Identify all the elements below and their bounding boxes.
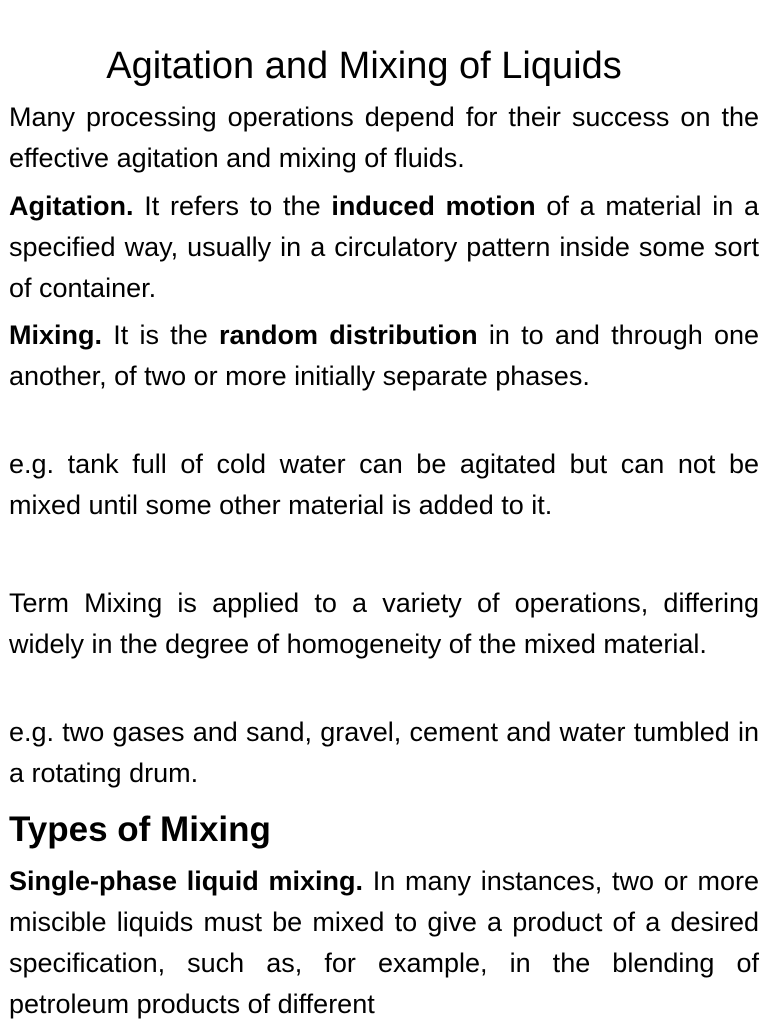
intro-paragraph: Many processing operations depend for their success on the effective agitation and mixing of fluids.: [9, 102, 759, 173]
page-title: Agitation and Mixing of Liquids: [106, 45, 622, 87]
agitation-term: Agitation.: [9, 191, 134, 221]
term-mixing-paragraph: Term Mixing is applied to a variety of operations, differing widely in the degree of homogeneity of the mixed material.: [9, 588, 759, 659]
agitation-text-before: It refers to the: [133, 191, 332, 221]
single-phase-paragraph: [9, 861, 759, 1024]
example-paragraph-1: e.g. tank full of cold water can be agitated but can not be mixed until some other material is added to it.: [9, 449, 759, 520]
agitation-text-after: of a material in a specified way, usually in a circulatory pattern inside some sort of container.: [9, 191, 760, 303]
mixing-emphasis: random distribution: [218, 320, 478, 350]
mixing-text-before: It is the: [102, 320, 219, 350]
example-paragraph-2: e.g. two gases and sand, gravel, cement and water tumbled in a rotating drum.: [9, 717, 759, 788]
types-of-mixing-heading: Types of Mixing: [9, 810, 271, 849]
agitation-emphasis: induced motion: [331, 191, 536, 221]
single-phase-text: In many instances, two or more miscible liquids must be mixed to give a product of a desired specification, such as, for example, in the blending of petroleum products of different: [9, 866, 760, 1019]
mixing-term: Mixing.: [9, 320, 102, 350]
single-phase-term: Single-phase liquid mixing.: [9, 866, 363, 896]
agitation-definition: [9, 186, 759, 309]
mixing-text-after: in to and through one another, of two or more initially separate phases.: [9, 320, 760, 391]
mixing-definition: [9, 315, 759, 397]
